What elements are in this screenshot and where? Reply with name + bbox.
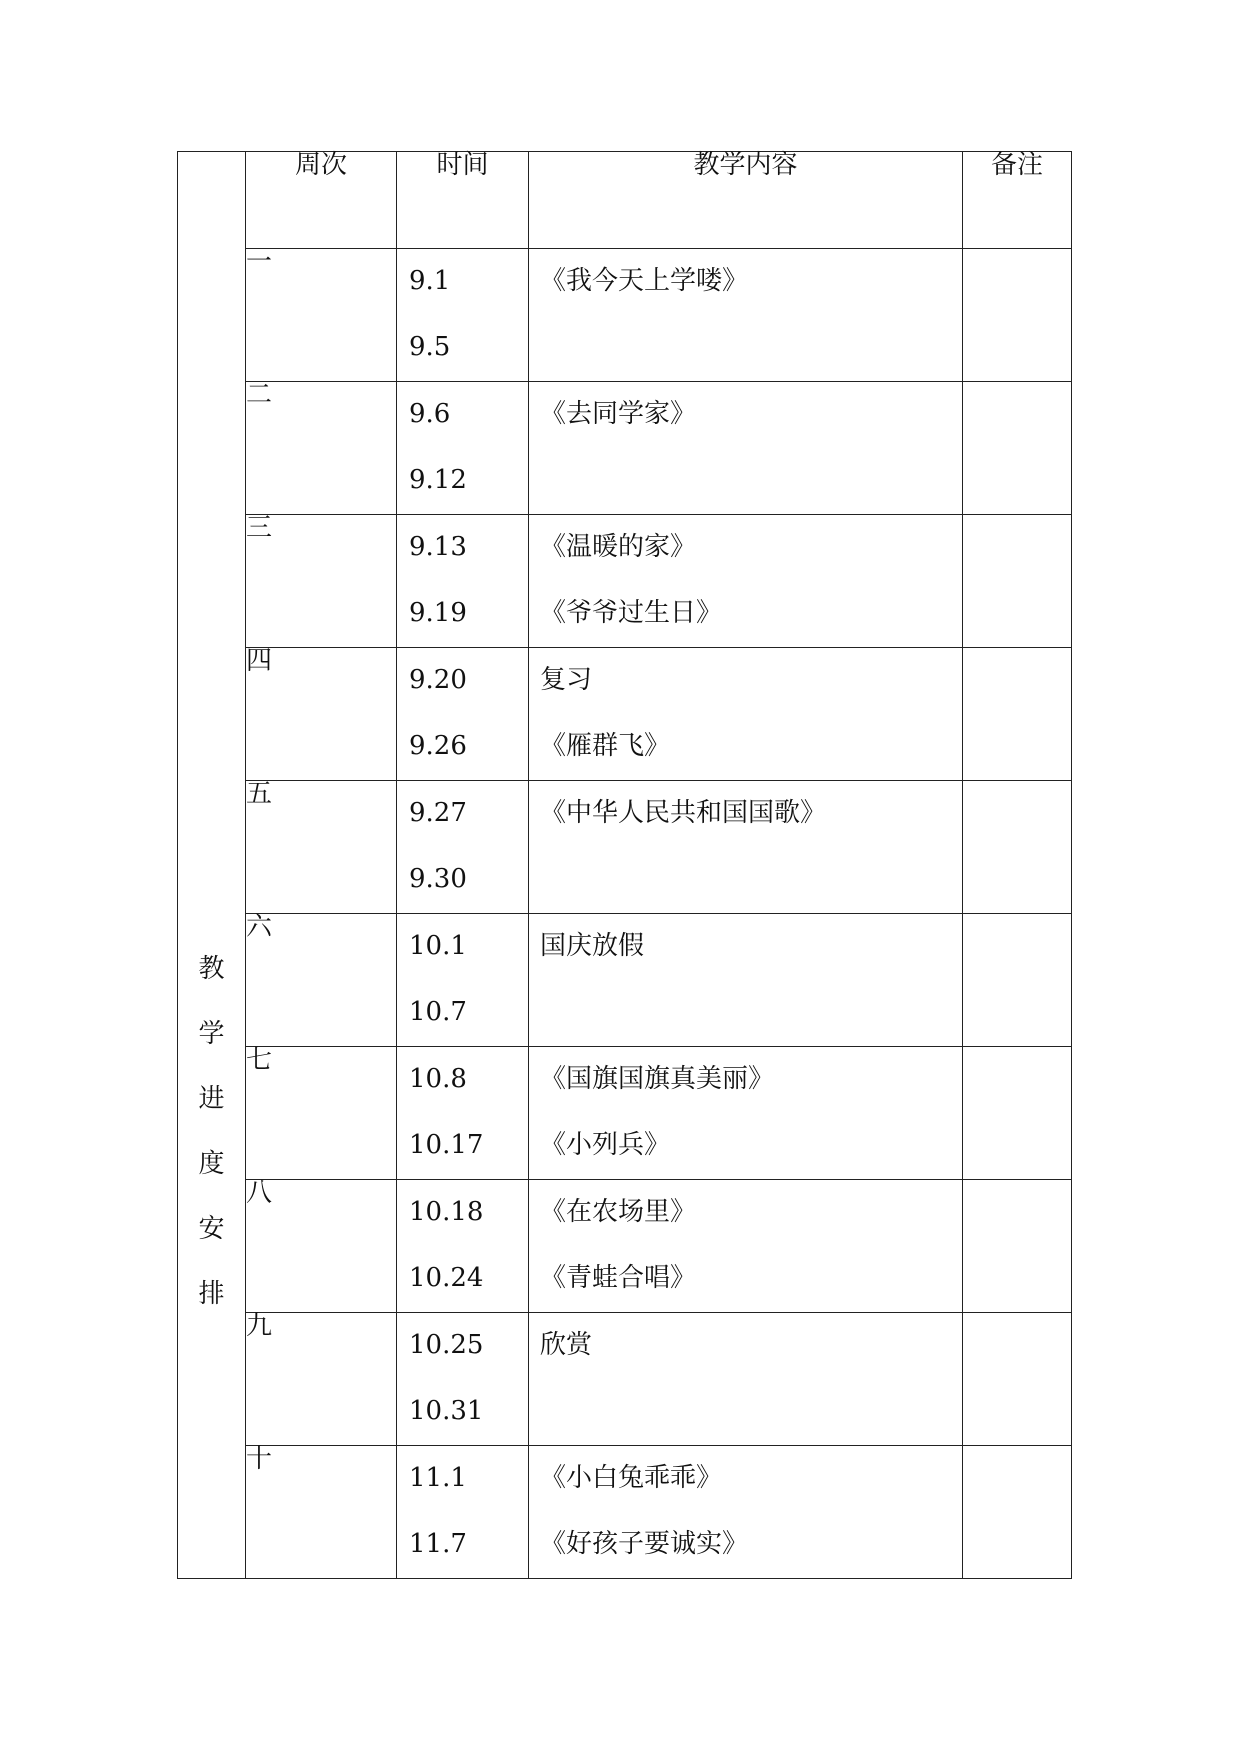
- notes-cell: [963, 249, 1072, 382]
- header-notes: 备注: [963, 152, 1072, 249]
- content-line: [529, 847, 962, 913]
- end-date: 9.5: [409, 332, 451, 362]
- schedule-table: [177, 151, 1072, 1579]
- content-cell: [529, 648, 963, 781]
- week-cell: 七: [246, 1047, 397, 1180]
- table-row: [178, 914, 1072, 1047]
- notes-cell: [963, 382, 1072, 515]
- content-line: 《好孩子要诚实》: [540, 1529, 749, 1559]
- table-row: [178, 648, 1072, 781]
- start-date: 10.1: [409, 931, 467, 961]
- content-line: 《在农场里》: [540, 1197, 697, 1227]
- content-cell: [529, 781, 963, 914]
- content-cell: [529, 382, 963, 515]
- table-row: [178, 515, 1072, 648]
- header-row: [178, 152, 1072, 249]
- notes-cell: [963, 1446, 1072, 1579]
- week-cell: 三: [246, 515, 397, 648]
- section-label-char: 排: [198, 1279, 225, 1309]
- content-line: [529, 980, 962, 1046]
- content-line: 国庆放假: [540, 931, 645, 961]
- notes-cell: [963, 781, 1072, 914]
- content-cell: [529, 1446, 963, 1579]
- notes-cell: [963, 515, 1072, 648]
- content-line: 《国旗国旗真美丽》: [540, 1064, 775, 1094]
- time-cell: [397, 781, 529, 914]
- content-line: 《小白兔乖乖》: [540, 1463, 723, 1493]
- end-date: 10.31: [409, 1396, 484, 1426]
- content-cell: [529, 1180, 963, 1313]
- time-cell: [397, 648, 529, 781]
- week-cell: 二: [246, 382, 397, 515]
- notes-cell: [963, 1180, 1072, 1313]
- start-date: 11.1: [409, 1463, 467, 1493]
- time-cell: [397, 1446, 529, 1579]
- notes-cell: [963, 1047, 1072, 1180]
- content-line: 《雁群飞》: [540, 731, 671, 761]
- section-label-char: 学: [198, 1019, 225, 1049]
- end-date: 9.26: [409, 731, 467, 761]
- content-cell: [529, 914, 963, 1047]
- week-cell: 八: [246, 1180, 397, 1313]
- time-cell: [397, 515, 529, 648]
- week-cell: 五: [246, 781, 397, 914]
- time-cell: [397, 249, 529, 382]
- table-row: [178, 1313, 1072, 1446]
- start-date: 9.13: [409, 532, 467, 562]
- start-date: 9.20: [409, 665, 467, 695]
- section-label-char: 进: [198, 1084, 225, 1114]
- section-label-char: 安: [198, 1214, 225, 1244]
- start-date: 9.6: [409, 399, 451, 429]
- content-cell: [529, 1313, 963, 1446]
- week-cell: 九: [246, 1313, 397, 1446]
- time-cell: [397, 382, 529, 515]
- header-week: 周次: [246, 152, 397, 249]
- week-cell: 四: [246, 648, 397, 781]
- end-date: 9.12: [409, 465, 467, 495]
- table-row: [178, 249, 1072, 382]
- week-cell: 十: [246, 1446, 397, 1579]
- start-date: 9.1: [409, 266, 451, 296]
- content-line: 欣赏: [540, 1330, 593, 1360]
- content-cell: [529, 1047, 963, 1180]
- end-date: 11.7: [409, 1529, 467, 1559]
- end-date: 10.7: [409, 997, 467, 1027]
- content-line: 《温暖的家》: [540, 532, 697, 562]
- week-cell: 六: [246, 914, 397, 1047]
- content-line: 《去同学家》: [540, 399, 697, 429]
- content-cell: [529, 515, 963, 648]
- notes-cell: [963, 914, 1072, 1047]
- content-line: [529, 1379, 962, 1445]
- section-label: [178, 954, 245, 1344]
- start-date: 10.18: [409, 1197, 484, 1227]
- time-cell: [397, 914, 529, 1047]
- notes-cell: [963, 648, 1072, 781]
- notes-cell: [963, 1313, 1072, 1446]
- time-cell: [397, 1313, 529, 1446]
- table-row: [178, 1047, 1072, 1180]
- content-line: 《我今天上学喽》: [540, 266, 749, 296]
- time-cell: [397, 1047, 529, 1180]
- content-line: 复习: [540, 665, 593, 695]
- start-date: 9.27: [409, 798, 467, 828]
- section-label-char: 教: [198, 954, 225, 984]
- content-line: [529, 315, 962, 381]
- content-line: 《爷爷过生日》: [540, 598, 723, 628]
- header-time: 时间: [397, 152, 529, 249]
- start-date: 10.8: [409, 1064, 467, 1094]
- end-date: 9.19: [409, 598, 467, 628]
- content-cell: [529, 249, 963, 382]
- content-line: 《青蛙合唱》: [540, 1263, 697, 1293]
- content-line: 《中华人民共和国国歌》: [540, 798, 827, 828]
- content-line: 《小列兵》: [540, 1130, 671, 1160]
- table-row: [178, 1180, 1072, 1313]
- table-row: [178, 781, 1072, 914]
- section-label-char: 度: [198, 1149, 225, 1179]
- table-row: [178, 382, 1072, 515]
- end-date: 10.24: [409, 1263, 484, 1293]
- table-row: [178, 1446, 1072, 1579]
- start-date: 10.25: [409, 1330, 484, 1360]
- end-date: 9.30: [409, 864, 467, 894]
- header-content: 教学内容: [529, 152, 963, 249]
- time-cell: [397, 1180, 529, 1313]
- end-date: 10.17: [409, 1130, 484, 1160]
- week-cell: 一: [246, 249, 397, 382]
- section-label-cell: [178, 152, 246, 1579]
- content-line: [529, 448, 962, 514]
